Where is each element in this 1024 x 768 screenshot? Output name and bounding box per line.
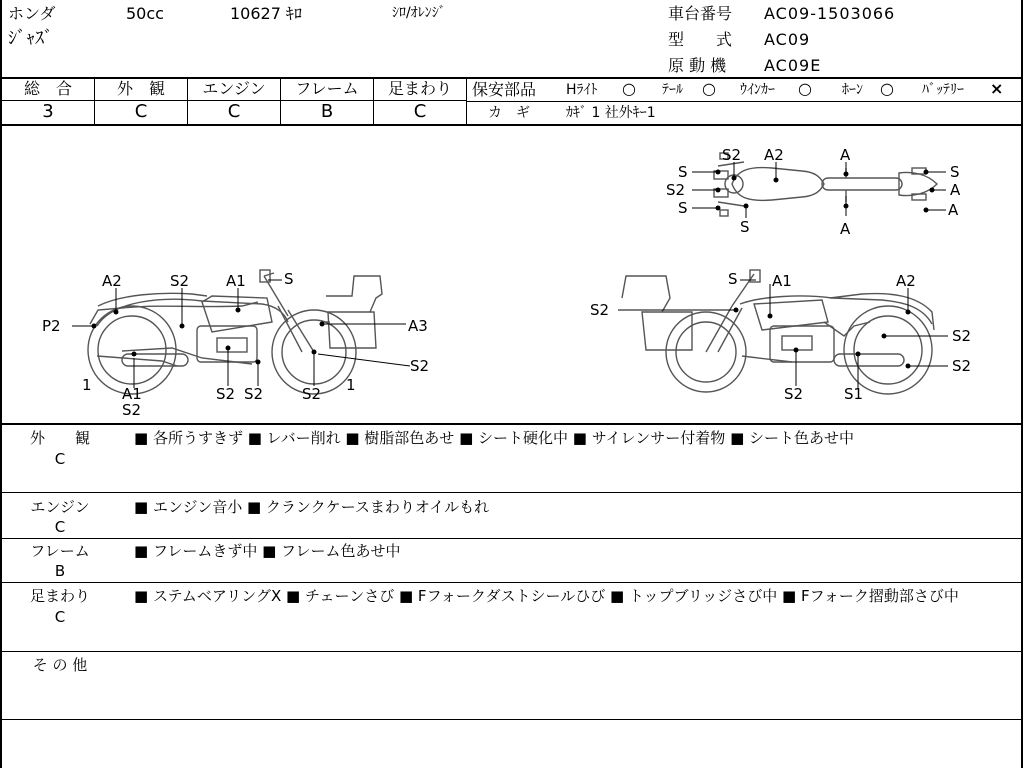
maker: ホンダ bbox=[8, 4, 56, 23]
safety-mark-battery: × bbox=[990, 79, 1004, 98]
diagram-label: S2 bbox=[244, 385, 264, 403]
mileage: 10627 ｷﾛ bbox=[230, 4, 302, 23]
diagram-label: S2 bbox=[722, 146, 742, 164]
safety-mark-headlight: ○ bbox=[622, 79, 636, 98]
diagram-label: S2 bbox=[216, 385, 236, 403]
safety-title: 保安部品 bbox=[472, 80, 537, 99]
grade-header-overall: 総 合 bbox=[23, 79, 72, 98]
color: ｼﾛ/ｵﾚﾝｼﾞ bbox=[392, 5, 446, 21]
remark-text-frame: ■ フレームきず中 ■ フレーム色あせ中 bbox=[134, 542, 401, 560]
remark-label-exterior: 外 観 bbox=[29, 429, 90, 447]
diagram-label: S bbox=[678, 163, 688, 181]
safety-mark-winker: ○ bbox=[798, 79, 812, 98]
diagram-label: 1 bbox=[82, 376, 92, 394]
safety-item-battery: ﾊﾞｯﾃﾘｰ bbox=[922, 82, 964, 98]
remark-text-suspension: ■ ステムベアリングX ■ チェーンさび ■ Fフォークダストシールひび ■ トップブリッジさび中 ■ Fフォーク摺動部さび中 bbox=[134, 587, 959, 605]
grade-header-exterior: 外 観 bbox=[116, 79, 165, 98]
remark-grade-engine: C bbox=[54, 518, 66, 536]
diagram-label: S2 bbox=[952, 327, 972, 345]
grade-value-frame: B bbox=[320, 101, 334, 122]
diagram-label: S2 bbox=[784, 385, 804, 403]
diagram-label: A3 bbox=[408, 317, 428, 335]
diagram-label: A2 bbox=[764, 146, 784, 164]
diagram-label: 1 bbox=[346, 376, 356, 394]
safety-mid bbox=[466, 101, 1023, 102]
diagram-label: A bbox=[950, 181, 961, 199]
safety-mark-tail: ○ bbox=[702, 79, 716, 98]
remark-label-other: そ の 他 bbox=[32, 656, 88, 674]
diagram-label: S bbox=[284, 270, 294, 288]
safety-item-tail: ﾃｰﾙ bbox=[662, 82, 683, 98]
diagram-label: S bbox=[950, 163, 960, 181]
key-value: ｶｷﾞ 1 社外ｷｰ1 bbox=[566, 105, 656, 121]
diagram-label: S2 bbox=[122, 401, 142, 419]
grade-value-suspension: C bbox=[413, 101, 427, 122]
grade-value-overall: 3 bbox=[42, 101, 54, 122]
remark-text-engine: ■ エンジン音小 ■ クランクケースまわりオイルもれ bbox=[134, 498, 490, 516]
type-label: 型 式 bbox=[668, 30, 733, 49]
diagram-label: A1 bbox=[772, 272, 792, 290]
diagram-label: S2 bbox=[302, 385, 322, 403]
displacement: 50cc bbox=[126, 4, 164, 23]
remark-text-exterior: ■ 各所うすきず ■ レバー削れ ■ 樹脂部色あせ ■ シート硬化中 ■ サイレンサー付着物 ■ シート色あせ中 bbox=[134, 429, 855, 447]
remark-grade-frame: B bbox=[54, 562, 66, 580]
diagram-label: A1 bbox=[226, 272, 246, 290]
engine-value: AC09E bbox=[764, 56, 822, 75]
diagram-label: S1 bbox=[844, 385, 864, 403]
frame-right bbox=[1021, 0, 1023, 768]
diagram-label: S2 bbox=[170, 272, 190, 290]
damage-diagram bbox=[2, 126, 1021, 424]
diagram-label: A2 bbox=[102, 272, 122, 290]
grade-header-engine: エンジン bbox=[202, 79, 266, 98]
grade-header-frame: フレーム bbox=[295, 79, 359, 98]
remark-label-frame: フレーム bbox=[30, 542, 90, 560]
key-label: カ ギ bbox=[488, 105, 530, 121]
diagram-label: A2 bbox=[896, 272, 916, 290]
engine-label: 原 動 機 bbox=[668, 56, 727, 75]
remark-grade-exterior: C bbox=[54, 450, 66, 468]
remark-label-engine: エンジン bbox=[30, 498, 90, 516]
safety-item-winker: ｳｲﾝｶｰ bbox=[740, 82, 775, 98]
diagram-label: A bbox=[840, 146, 851, 164]
diagram-label: S bbox=[740, 218, 750, 236]
diagram-label: S2 bbox=[590, 301, 610, 319]
remark-label-suspension: 足まわり bbox=[29, 587, 90, 605]
diagram-label: S2 bbox=[410, 357, 430, 375]
type-value: AC09 bbox=[764, 30, 811, 49]
remarks-top bbox=[0, 423, 1023, 425]
frame-no: AC09-1503066 bbox=[764, 4, 896, 23]
diagram-label: S bbox=[678, 199, 688, 217]
grade-value-exterior: C bbox=[134, 101, 148, 122]
diagram-label: P2 bbox=[42, 317, 61, 335]
model-name: ｼﾞｬｽﾞ bbox=[8, 28, 53, 49]
grade-header-suspension: 足まわり bbox=[387, 79, 452, 98]
grade-value-engine: C bbox=[227, 101, 241, 122]
diagram-label: A bbox=[948, 201, 959, 219]
diagram-label: A1 bbox=[122, 385, 142, 403]
safety-mark-horn: ○ bbox=[880, 79, 894, 98]
diagram-label: A bbox=[840, 220, 851, 238]
frame-no-label: 車台番号 bbox=[668, 4, 733, 23]
diagram-label: S2 bbox=[666, 181, 686, 199]
diagram-label: S2 bbox=[952, 357, 972, 375]
safety-item-horn: ﾎｰﾝ bbox=[842, 82, 863, 98]
safety-item-headlight: Hﾗｲﾄ bbox=[566, 82, 598, 98]
remark-grade-suspension: C bbox=[54, 608, 66, 626]
diagram-label: S bbox=[728, 270, 738, 288]
